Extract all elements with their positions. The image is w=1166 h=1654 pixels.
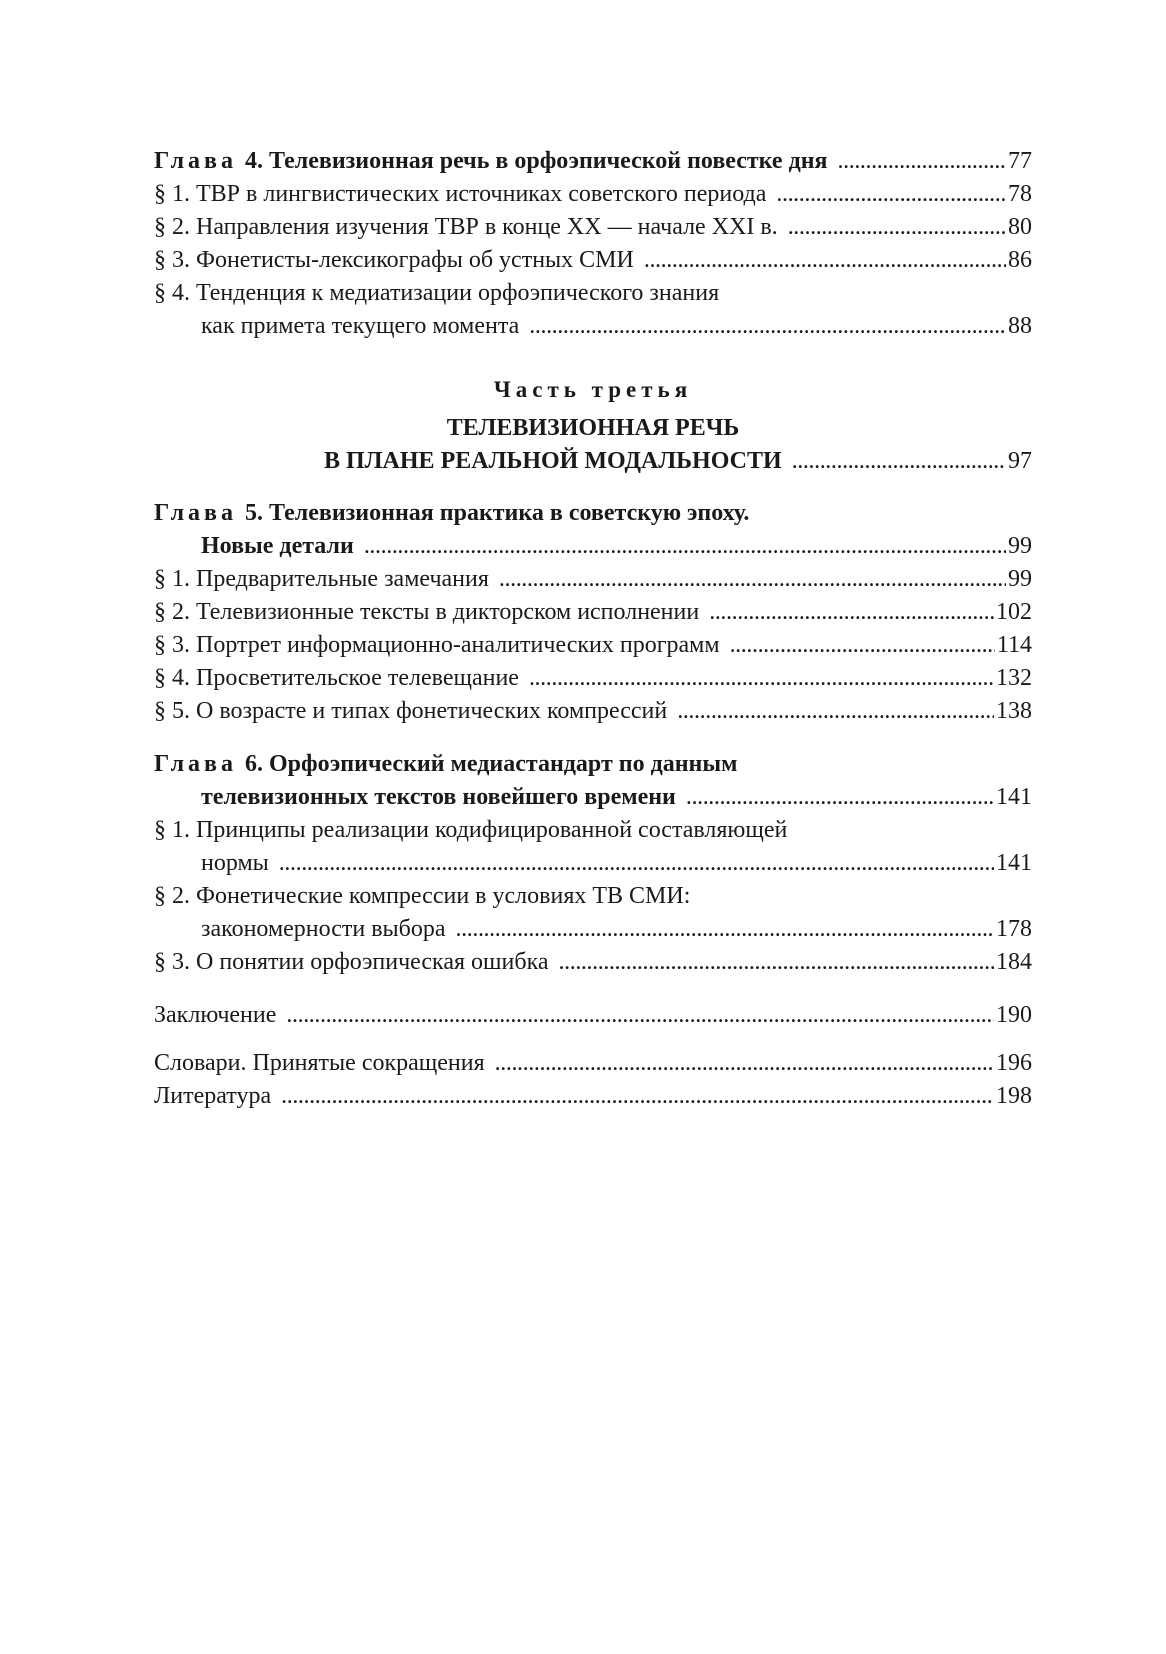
entry-label: § 1. Предварительные замечания	[154, 566, 489, 592]
toc-entry	[154, 913, 1032, 946]
leader-dots	[730, 629, 995, 662]
part-title-line1: ТЕЛЕВИЗИОННАЯ РЕЧЬ	[446, 415, 740, 441]
toc-conclusion	[154, 999, 1032, 1032]
page-number: 88	[1008, 313, 1032, 339]
page-number: 141	[996, 850, 1032, 876]
page-number: 196	[996, 1050, 1032, 1076]
page-number: 198	[996, 1083, 1032, 1109]
toc-chapter-4	[154, 145, 1032, 178]
part-heading	[154, 373, 1032, 445]
entry-label: Литература	[154, 1083, 272, 1109]
chapter-title-line2: телевизионных текстов новейшего времени	[201, 784, 676, 810]
leader-dots	[644, 244, 1006, 277]
page-number: 99	[1008, 533, 1032, 559]
chapter-word: Глава	[154, 500, 237, 526]
entry-label: § 4. Просветительское телевещание	[154, 665, 519, 691]
chapter-title: Телевизионная речь в орфоэпической повестке дня	[269, 148, 828, 174]
toc-chapter-6	[154, 781, 1032, 814]
leader-dots	[677, 695, 994, 728]
page-number: 178	[996, 916, 1032, 942]
toc-entry	[154, 596, 1032, 629]
page-number: 138	[996, 698, 1032, 724]
page-number: 190	[996, 1002, 1032, 1028]
chapter-number: 4.	[245, 148, 263, 174]
page-number: 80	[1008, 214, 1032, 240]
chapter-title-line2: Новые детали	[201, 533, 354, 559]
leader-dots	[456, 913, 994, 946]
toc-chapter-6-heading	[154, 748, 1032, 781]
page-number: 132	[996, 665, 1032, 691]
chapter-number: 6.	[245, 751, 263, 777]
entry-label: § 3. Фонетисты-лексикографы об устных СМИ	[154, 247, 634, 273]
toc-part-3	[154, 445, 1032, 478]
toc-entry	[154, 563, 1032, 596]
chapter-title-line1: Орфоэпический медиастандарт по данным	[269, 751, 738, 777]
page-number: 77	[1008, 148, 1032, 174]
entry-label-line2: закономерности выбора	[201, 916, 446, 942]
toc-entry	[154, 662, 1032, 695]
part-title-line2: В ПЛАНЕ РЕАЛЬНОЙ МОДАЛЬНОСТИ	[324, 448, 782, 474]
page-number: 102	[996, 599, 1032, 625]
chapter-word: Глава	[154, 148, 237, 174]
toc-entry	[154, 629, 1032, 662]
entry-label: § 3. Портрет информационно-аналитических программ	[154, 632, 720, 658]
leader-dots	[686, 781, 994, 814]
leader-dots	[709, 596, 994, 629]
leader-dots	[495, 1047, 994, 1080]
entry-label: § 3. О понятии орфоэпическая ошибка	[154, 949, 549, 975]
toc-dictionaries	[154, 1047, 1032, 1080]
page-number: 99	[1008, 566, 1032, 592]
leader-dots	[281, 1080, 994, 1113]
entry-label: Словари. Принятые сокращения	[154, 1050, 485, 1076]
toc-literature	[154, 1080, 1032, 1113]
leader-dots	[279, 847, 994, 880]
page-number: 97	[1008, 448, 1032, 474]
entry-label-line2: нормы	[201, 850, 269, 876]
entry-label-line1: § 4. Тенденция к медиатизации орфоэпического знания	[154, 280, 720, 306]
page-number: 184	[996, 949, 1032, 975]
leader-dots	[364, 530, 1006, 563]
leader-dots	[838, 145, 1006, 178]
toc-entry	[154, 695, 1032, 728]
leader-dots	[792, 445, 1006, 478]
toc-entry	[154, 244, 1032, 277]
page-number: 86	[1008, 247, 1032, 273]
leader-dots	[529, 310, 1006, 343]
toc-chapter-5-heading	[154, 497, 1032, 530]
entry-label-line1: § 2. Фонетические компрессии в условиях ТВ СМИ:	[154, 883, 691, 909]
toc-entry	[154, 211, 1032, 244]
leader-dots	[286, 999, 994, 1032]
table-of-contents	[154, 145, 1032, 1113]
toc-entry	[154, 310, 1032, 343]
entry-label: § 5. О возрасте и типах фонетических компрессий	[154, 698, 668, 724]
page-number: 114	[996, 632, 1032, 658]
chapter-word: Глава	[154, 751, 237, 777]
page-number: 78	[1008, 181, 1032, 207]
leader-dots	[788, 211, 1006, 244]
entry-label: § 1. ТВР в лингвистических источниках советского периода	[154, 181, 767, 207]
toc-entry	[154, 946, 1032, 979]
toc-entry	[154, 847, 1032, 880]
toc-chapter-5	[154, 530, 1032, 563]
entry-label-line2: как примета текущего момента	[201, 313, 520, 339]
leader-dots	[529, 662, 994, 695]
entry-label: § 2. Направления изучения ТВР в конце XX — начале XXI в.	[154, 214, 778, 240]
page-number: 141	[996, 784, 1032, 810]
chapter-number: 5.	[245, 500, 263, 526]
part-kicker: Часть третья	[493, 377, 693, 402]
toc-entry	[154, 178, 1032, 211]
entry-label: § 2. Телевизионные тексты в дикторском исполнении	[154, 599, 700, 625]
leader-dots	[559, 946, 994, 979]
leader-dots	[776, 178, 1006, 211]
entry-label-line1: § 1. Принципы реализации кодифицированной составляющей	[154, 817, 788, 843]
entry-label: Заключение	[154, 1002, 277, 1028]
leader-dots	[499, 563, 1006, 596]
chapter-title-line1: Телевизионная практика в советскую эпоху.	[269, 500, 750, 526]
